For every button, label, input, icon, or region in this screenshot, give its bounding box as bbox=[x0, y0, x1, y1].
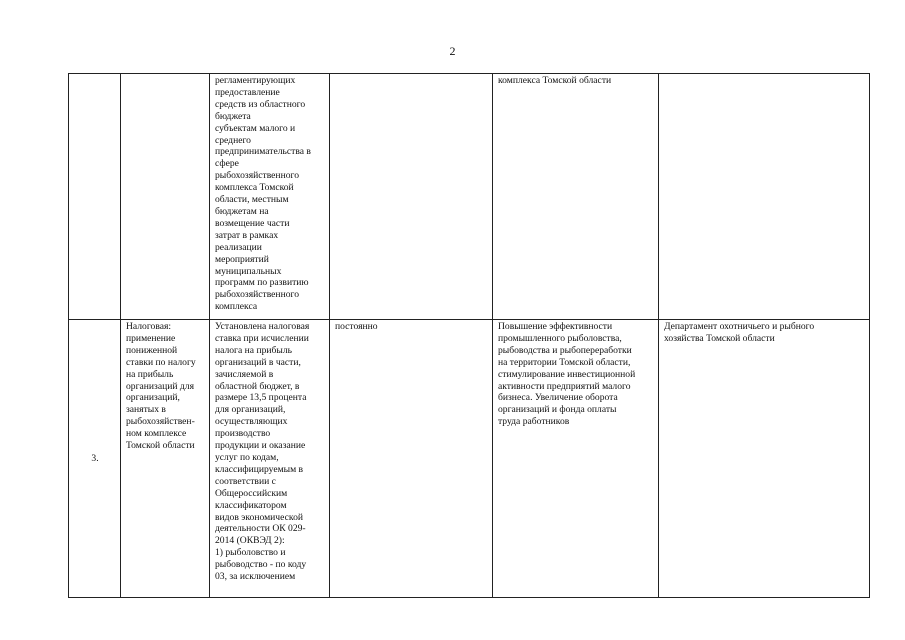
measure-description bbox=[215, 75, 325, 313]
text-line: стимулирование инвестиционной bbox=[498, 368, 636, 380]
text-line: осуществляющих bbox=[215, 416, 288, 428]
text-line: производство bbox=[215, 428, 271, 440]
table-row bbox=[69, 320, 870, 598]
term-cell bbox=[330, 74, 493, 320]
text-line: на прибыль bbox=[126, 368, 174, 380]
text-line: услуг по кодам, bbox=[215, 451, 279, 463]
text-line: классификатором bbox=[215, 499, 287, 511]
text-line: рыбохозяйственного bbox=[215, 289, 299, 301]
text-line: ном комплексе bbox=[126, 428, 187, 440]
text-line: программ по развитию bbox=[215, 277, 309, 289]
expected-result-cell bbox=[493, 74, 659, 320]
text-line: предоставление bbox=[215, 86, 280, 98]
measure-name bbox=[126, 321, 205, 452]
page-number: 2 bbox=[449, 44, 456, 58]
text-line: ставка при исчислении bbox=[215, 332, 309, 344]
text-line: 2014 (ОКВЭД 2): bbox=[215, 535, 285, 547]
text-line: бюджетам на bbox=[215, 205, 269, 217]
text-line: Налоговая: bbox=[126, 321, 172, 332]
table-row bbox=[69, 74, 870, 320]
text-line: возмещение части bbox=[215, 217, 290, 229]
text-line: области, местным bbox=[215, 194, 289, 206]
text-line: Томской области bbox=[126, 440, 195, 452]
text-line: регламентирующих bbox=[215, 75, 296, 86]
term bbox=[335, 321, 488, 333]
measure-name-cell bbox=[121, 320, 210, 598]
text-line: рыбоводства и рыбопереработки bbox=[498, 344, 632, 356]
text-line: активности предприятий малого bbox=[498, 380, 631, 392]
text-line: рыбохозяйствен- bbox=[126, 416, 195, 428]
expected-result bbox=[498, 75, 654, 87]
text-line: субъектам малого и bbox=[215, 122, 296, 134]
row-number: 3. bbox=[91, 453, 99, 465]
text-line: деятельности ОК 029- bbox=[215, 523, 306, 535]
text-line: сфере bbox=[215, 158, 239, 170]
text-line: на территории Томской области, bbox=[498, 356, 631, 368]
text-line: организаций и фонда оплаты bbox=[498, 404, 617, 416]
text-line: хозяйства Томской области bbox=[664, 332, 775, 344]
text-line: муниципальных bbox=[215, 265, 282, 277]
responsible-cell bbox=[659, 320, 870, 598]
text-line: Департамент охотничьего и рыбного bbox=[664, 321, 815, 332]
text-line: мероприятий bbox=[215, 253, 269, 265]
text-line: рыбоводство - по коду bbox=[215, 559, 307, 571]
text-line: областной бюджет, в bbox=[215, 380, 300, 392]
responsible bbox=[664, 321, 865, 345]
text-line: занятых в bbox=[126, 404, 166, 416]
text-line: организаций для bbox=[126, 380, 194, 392]
expected-result bbox=[498, 321, 654, 428]
text-line: рыбохозяйственного bbox=[215, 170, 299, 182]
responsible-cell bbox=[659, 74, 870, 320]
text-line: Повышение эффективности bbox=[498, 321, 613, 332]
text-line: среднего bbox=[215, 134, 251, 146]
text-line: пониженной bbox=[126, 344, 178, 356]
text-line: зачисляемой в bbox=[215, 368, 274, 380]
text-line: 03, за исключением bbox=[215, 571, 296, 583]
text-line: бизнеса. Увеличение оборота bbox=[498, 392, 618, 404]
row-number-cell bbox=[69, 320, 121, 598]
expected-result-cell bbox=[493, 320, 659, 598]
text-line: предпринимательства в bbox=[215, 146, 311, 158]
text-line: комплекса Томской области bbox=[498, 75, 612, 86]
text-line: Установлена налоговая bbox=[215, 321, 310, 332]
text-line: размере 13,5 процента bbox=[215, 392, 307, 404]
text-line: продукции и оказание bbox=[215, 440, 306, 452]
text-line: организаций, bbox=[126, 392, 180, 404]
text-line: налога на прибыль bbox=[215, 344, 292, 356]
text-line: средств из областного bbox=[215, 98, 306, 110]
text-line: бюджета bbox=[215, 110, 251, 122]
text-line: постоянно bbox=[335, 321, 378, 332]
text-line: ставки по налогу bbox=[126, 356, 196, 368]
text-line: классифицируемым в bbox=[215, 463, 304, 475]
measure-description bbox=[215, 321, 325, 583]
text-line: комплекса bbox=[215, 301, 258, 313]
term-cell bbox=[330, 320, 493, 598]
text-line: труда работников bbox=[498, 416, 570, 428]
measure-description-cell bbox=[210, 320, 330, 598]
text-line: Общероссийским bbox=[215, 487, 288, 499]
text-line: применение bbox=[126, 332, 176, 344]
text-line: соответствии с bbox=[215, 475, 276, 487]
text-line: видов экономической bbox=[215, 511, 303, 523]
measures-table bbox=[68, 73, 870, 598]
text-line: организаций в части, bbox=[215, 356, 301, 368]
text-line: 1) рыболовство и bbox=[215, 547, 286, 559]
text-line: реализации bbox=[215, 241, 262, 253]
text-line: затрат в рамках bbox=[215, 229, 279, 241]
text-line: комплекса Томской bbox=[215, 182, 294, 194]
measure-name-cell bbox=[121, 74, 210, 320]
text-line: промышленного рыболовства, bbox=[498, 332, 622, 344]
measure-description-cell bbox=[210, 74, 330, 320]
row-number-cell bbox=[69, 74, 121, 320]
text-line: для организаций, bbox=[215, 404, 286, 416]
